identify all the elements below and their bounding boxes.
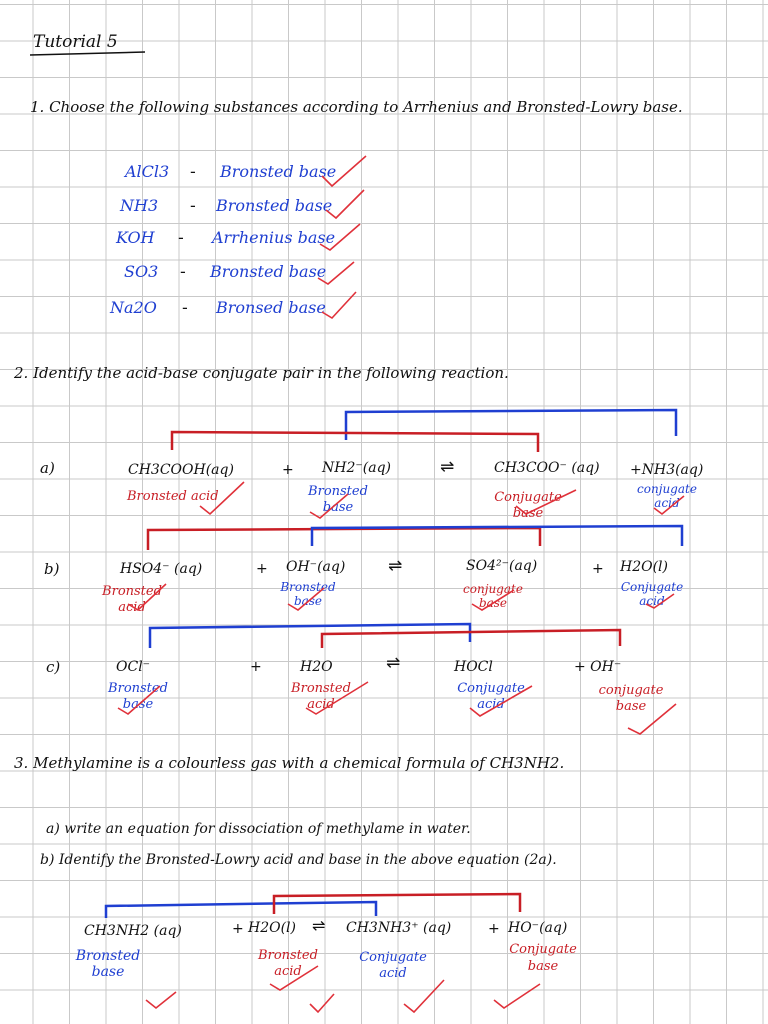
q2a-label-conjugate-base: Conjugate base [494,490,562,521]
check-mark [404,980,444,1012]
q1-answer-4: Bronsted base [210,262,327,281]
q2a-reactant-1: CH3COOH(aq) [128,462,234,478]
q3-label-bronsted-base: Bronsted base [75,948,141,981]
q2c-equilibrium-arrow: ⇌ [386,653,401,673]
q2c-label-bronsted-acid: Bronsted acid [291,681,351,712]
q2b-blue-bracket [312,526,682,546]
q3-label-conjugate-base: Conjugate base [509,942,577,974]
q3-reactant-2: H2O(l) [248,920,296,936]
q3-label-bronsted-acid: Bronsted acid [258,948,318,979]
q1-sep-3: - [178,228,184,247]
question-1-prompt: 1. Choose the following substances according to Arrhenius and Bronsted-Lowry base. [30,98,683,116]
q2c-label-conjugate-acid: Conjugate acid [457,681,525,712]
q2c-label-bronsted-base: Bronsted base [108,681,168,712]
q2b-plus-2: + [592,561,604,577]
q2b-product-1: SO4²⁻(aq) [466,558,538,574]
q2b-plus-1: + [256,561,268,577]
q2b-label-conjugate-acid: Conjugate acid [620,580,684,609]
q2c-plus-2: + OH⁻ [574,659,622,675]
q3-label-conjugate-acid: Conjugate acid [359,950,427,981]
q1-formula-5: Na2O [110,298,157,317]
q2b-product-2: H2O(l) [620,559,668,575]
q3b-prompt: b) Identify the Bronsted-Lowry acid and base in the above equation (2a). [40,852,557,868]
q1-sep-1: - [190,162,196,181]
q1-sep-2: - [190,196,196,215]
q2b-equilibrium-arrow: ⇌ [388,556,403,576]
q2b-label-bronsted-base: Bronsted base [280,580,336,609]
q3-blue-bracket [106,902,376,918]
q2b-label-conjugate-base: conjugate base [463,582,523,611]
q2a-reactant-2: NH2⁻(aq) [322,460,391,476]
q2c-blue-bracket [150,624,470,648]
q1-formula-4: SO3 [124,262,159,281]
page-title: Tutorial 5 [33,32,118,52]
q2b-label-bronsted-acid: Bronsted acid [102,584,162,615]
q3-plus-2: + [488,921,500,937]
check-mark [146,992,176,1008]
q2b-red-bracket [148,528,540,550]
q2b-reactant-2: OH⁻(aq) [286,559,346,575]
q2c-label: c) [46,658,61,676]
q2b-label: b) [44,560,60,578]
q1-sep-4: - [180,262,186,281]
q2c-product-1: HOCl [454,659,493,675]
q2a-plus-1: + [282,462,294,478]
q2a-red-bracket [172,432,538,452]
q2c-plus-1: + [250,659,262,675]
q2a-label: a) [40,459,55,477]
q2a-label-bronsted-base: Bronsted base [308,484,368,515]
q3-plus-1: + [232,921,244,937]
q1-sep-5: - [182,298,188,317]
q1-formula-3: KOH [116,228,155,247]
q3-equilibrium-arrow: ⇌ [312,916,326,935]
q2a-blue-bracket [346,410,676,440]
check-mark [310,994,334,1012]
q2c-label-conjugate-base: conjugate base [598,683,664,714]
q1-formula-2: NH3 [120,196,159,215]
q2a-label-conjugate-acid: conjugate acid [637,482,697,511]
check-mark [494,984,540,1008]
q2a-product-1: CH3COO⁻ (aq) [494,460,600,476]
q2a-equilibrium-arrow: ⇌ [440,457,455,477]
q3a-prompt: a) write an equation for dissociation of methylame in water. [46,821,471,837]
q3-reactant-1: CH3NH2 (aq) [84,923,182,939]
q1-formula-1: AlCl3 [125,162,170,181]
q1-answer-2: Bronsted base [216,196,333,215]
q1-answer-1: Bronsted base [220,162,337,181]
question-2-prompt: 2. Identify the acid-base conjugate pair in the following reaction. [14,364,509,382]
q2b-reactant-1: HSO4⁻ (aq) [120,561,203,577]
title-underline [30,52,145,55]
check-mark [322,292,356,318]
q2a-label-bronsted-acid: Bronsted acid [127,489,219,504]
q2c-reactant-2: H2O [300,659,333,675]
q3-red-bracket [274,894,520,914]
question-3-prompt: 3. Methylamine is a colourless gas with a chemical formula of CH3NH2. [14,754,565,772]
q3-product-2: HO⁻(aq) [508,920,568,936]
q3-product-1: CH3NH3⁺ (aq) [346,920,452,936]
q2c-red-bracket [322,630,620,648]
q2c-reactant-1: OCl⁻ [116,659,151,675]
q2a-product-2: +NH3(aq) [630,462,704,478]
q1-answer-3: Arrhenius base [212,228,336,247]
q1-answer-5: Bronsed base [216,298,326,317]
